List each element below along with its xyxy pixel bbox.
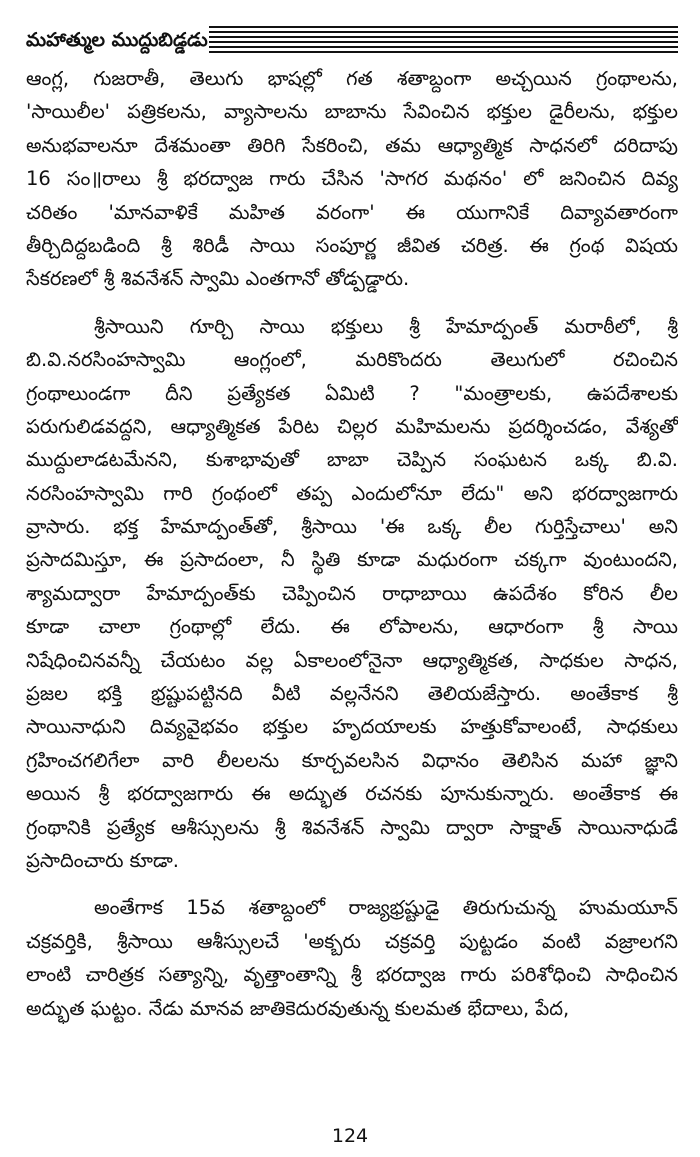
text-line: ప్రజల భక్తి భ్రష్టుపట్టినది వీటి వల్లనేనని తెలియజేస్తారు. అంతేకాక శ్రీ: [26, 682, 678, 706]
paragraph-gap: [26, 296, 678, 310]
text-line: గ్రంథానికి ప్రత్యేక ఆశీస్సులను శ్రీ శివనేశన్ స్వామి ద్వారా సాక్షాత్ సాయినాధుడే: [26, 815, 678, 839]
text-line: అనుభవాలనూ దేశమంతా తిరిగి సేకరించి, తమ ఆధ్యాత్మిక సాధనలో దరిదాపు: [26, 133, 678, 157]
text-line: 'సాయిలీల' పత్రికలను, వ్యాసాలను బాబాను సేవించిన భక్తుల డైరీలను, భక్తుల: [26, 100, 678, 124]
paragraph: [26, 310, 678, 878]
page-number: 124: [331, 1125, 369, 1147]
header-rule: [209, 41, 678, 43]
paragraph: [26, 891, 678, 1025]
header-rule: [209, 46, 678, 48]
text-line: ముద్దులాడటమేనని, కుశాభావుతో బాబా చెప్పిన సంఘటన ఒక్క బి.వి.: [26, 448, 678, 472]
running-header: [26, 24, 678, 58]
text-line: గ్రహించగలిగేలా వారి లీలలను కూర్చవలసిన విధానం తెలిసిన మహా జ్ఞాని: [26, 748, 678, 772]
text-line: చరితం 'మానవాళికే మహిత వరంగా' ఈ యుగానికే దివ్యావతారంగా: [26, 200, 678, 224]
text-line: నిషేధించినవన్నీ చేయటం వల్ల ఏకాలంలోనైనా ఆధ్యాత్మికత, సాధకుల సాధన,: [26, 648, 678, 672]
paragraph-gap: [26, 877, 678, 891]
text-line: ఆంగ్ల, గుజరాతీ, తెలుగు భాషల్లో గత శతాబ్దంగా అచ్చయిన గ్రంథాలను,: [26, 67, 678, 90]
text-line: సాయినాధుని దివ్యవైభవం భక్తుల హృదయాలకు హత్తుకోవాలంటే, సాధకులు: [26, 715, 678, 739]
text-line: ప్రసాదమిస్తూ, ఈ ప్రసాదంలా, నీ స్థితి కూడా మధురంగా చక్కగా వుంటుందని,: [26, 548, 678, 572]
text-line: ప్రసాదించారు కూడా.: [26, 848, 179, 872]
text-line: తీర్చిదిద్దబడింది శ్రీ శిరిడీ సాయి సంపూర్ణ జీవిత చరిత్ర. ఈ గ్రంథ విషయ: [26, 233, 678, 257]
text-line: గ్రంథాలుండగా దీని ప్రత్యేకత ఏమిటి ? "మంత్రాలకు, ఉపదేశాలకు: [26, 381, 678, 405]
header-rule: [209, 51, 678, 53]
text-line: శ్రీసాయిని గూర్చి సాయి భక్తులు శ్రీ హేమాద్పంత్ మరాఠీలో, శ్రీ: [94, 314, 678, 338]
header-rule: [209, 36, 678, 38]
header-title: మహాత్ముల ముద్దుబిడ్డడు: [26, 29, 208, 51]
header-rule-lines: [209, 26, 678, 56]
text-line: చక్రవర్తికి, శ్రీసాయి ఆశీస్సులచే 'అక్బరు చక్రవర్తి పుట్టడం వంటి వజ్రాలగని: [26, 929, 678, 953]
text-line: అద్భుత ఘట్టం. నేడు మానవ జాతికెదురవుతున్న కులమత భేదాలు, పేద,: [26, 996, 570, 1020]
text-line: అంతేగాక 15వ శతాబ్దంలో రాజ్యభ్రష్టుడై తిరుగుచున్న హుమయూన్: [94, 896, 678, 920]
text-line: నరసింహస్వామి గారి గ్రంథంలో తప్ప ఎందులోనూ లేదు" అని భరద్వాజగారు: [26, 481, 678, 505]
text-line: పరుగులిడవద్దని, ఆధ్యాత్మికత పేరిట చిల్లర మహిమలను ప్రదర్శించడం, వేశ్యతో: [26, 414, 678, 438]
text-line: 16 సం॥రాలు శ్రీ భరద్వాజ గారు చేసిన 'సాగర మథనం' లో జనించిన దివ్య: [26, 167, 678, 191]
header-rule: [209, 31, 678, 33]
text-line: శ్యామద్వారా హేమాద్పంత్‌కు చెప్పించిన రాధాబాయి ఉపదేశం కోరిన లీల: [26, 581, 678, 605]
text-line: సేకరణలో శ్రీ శివనేశన్ స్వామి ఎంతగానో తోడ్పడ్డారు.: [26, 267, 410, 291]
text-line: అయిన శ్రీ భరద్వాజగారు ఈ అద్భుత రచనకు పూనుకున్నారు. అంతేకాక ఈ: [26, 782, 678, 806]
text-line: లాంటి చారిత్రక సత్యాన్ని, వృత్తాంతాన్ని శ్రీ భరద్వాజ గారు పరిశోధించి సాధించిన: [26, 963, 678, 987]
paragraph: [26, 62, 678, 296]
text-line: బి.వి.నరసింహస్వామి ఆంగ్లంలో, మరికొందరు తెలుగులో రచించిన: [26, 348, 678, 372]
text-line: వ్రాసారు. భక్త హేమాద్పంత్‌తో, శ్రీసాయి 'ఈ ఒక్క లీల గుర్తిస్తేచాలు' అని: [26, 515, 678, 539]
body-text: [26, 62, 678, 1025]
text-line: కూడా చాలా గ్రంథాల్లో లేదు. ఈ లోపాలను, ఆధారంగా శ్రీ సాయి: [26, 615, 678, 639]
header-rule: [209, 26, 678, 28]
